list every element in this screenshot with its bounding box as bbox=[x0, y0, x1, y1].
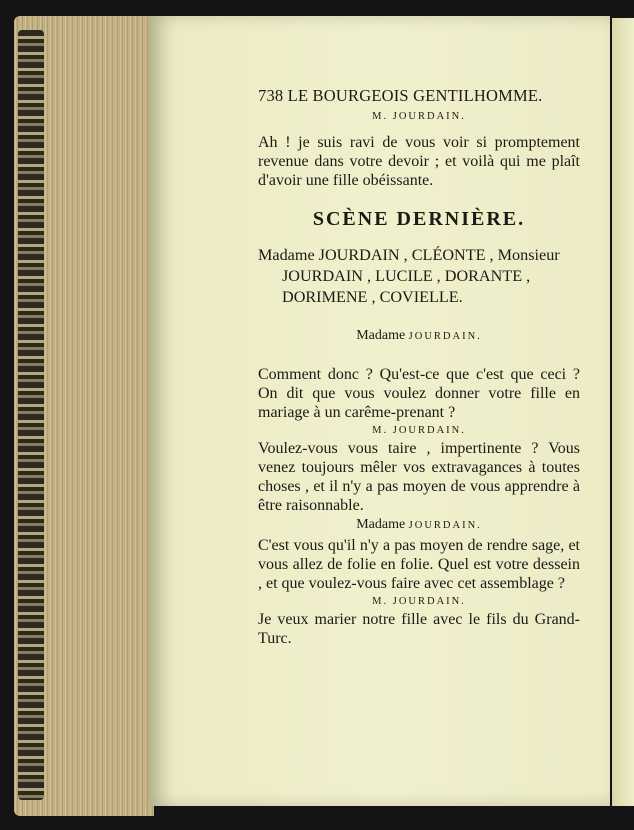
speaker-label: M. JOURDAIN. bbox=[372, 425, 466, 436]
speaker-label: M. JOURDAIN. bbox=[372, 596, 466, 607]
speaker-title: Madame bbox=[356, 517, 406, 532]
page-text bbox=[258, 86, 580, 648]
dialogue-paragraph: Je veux marier notre fille avec le fils du Grand-Turc. bbox=[258, 611, 580, 647]
facing-page-edge bbox=[612, 18, 634, 806]
speaker-label bbox=[258, 326, 580, 347]
cast-line: JOURDAIN , LUCILE , DORANTE , bbox=[282, 267, 531, 285]
cast-line: DORIMENE , COVIELLE. bbox=[282, 288, 463, 306]
dialogue-paragraph: Voulez-vous vous taire , impertinente ? Vous venez toujours mêler vos extravagances à toutes choses , et il n'y a pas moyen de vous apprendre à être raisonnable. bbox=[258, 440, 580, 514]
dialogue-paragraph: C'est vous qu'il n'y a pas moyen de rendre sage, et vous allez de folie en folie. Quel est votre dessein , et que voulez-vous faire avec cet assemblage ? bbox=[258, 537, 580, 592]
dialogue-paragraph: Ah ! je suis ravi de vous voir si promptement revenue dans votre devoir ; et voilà qui me plaît d'avoir une fille obéissante. bbox=[258, 134, 580, 189]
speaker-name: JOURDAIN. bbox=[408, 520, 482, 531]
cast-line: Madame JOURDAIN , CLÉONTE , Monsieur bbox=[258, 246, 560, 264]
speaker-label: M. JOURDAIN. bbox=[372, 111, 466, 122]
cast-list bbox=[258, 245, 580, 308]
speaker-label bbox=[258, 515, 580, 536]
dialogue-paragraph: Comment donc ? Qu'est-ce que c'est que ceci ? On dit que vous voulez donner votre fille en mariage à un carême-prenant ? bbox=[258, 366, 580, 421]
book-spine bbox=[18, 30, 44, 800]
scene-title: SCÈNE DERNIÈRE. bbox=[312, 208, 526, 230]
speaker-title: Madame bbox=[356, 328, 406, 343]
running-head: 738 LE BOURGEOIS GENTILHOMME. bbox=[258, 86, 543, 105]
speaker-name: JOURDAIN. bbox=[408, 331, 482, 342]
